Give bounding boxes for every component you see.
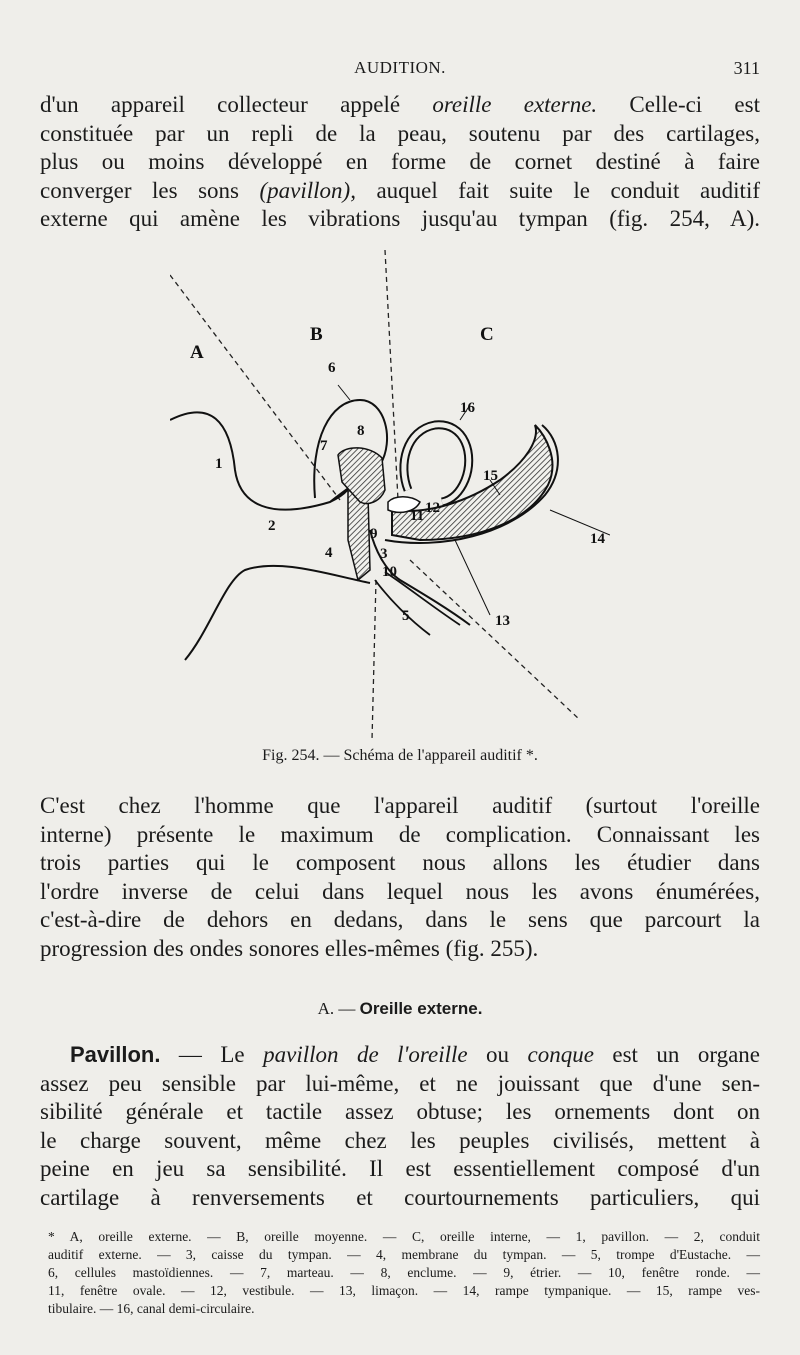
label-2: 2 — [268, 518, 276, 534]
label-5: 5 — [402, 608, 410, 624]
footnote-line: auditif externe. — 3, caisse du tympan. — 4, membrane du tympan. — 5, trompe d'Eustache. — — [48, 1247, 760, 1262]
division-line-lower-diagonal — [410, 560, 580, 720]
text-line: le charge souvent, même chez les peuples civilisés, mettent à — [40, 1127, 760, 1153]
text-line: sibilité générale et tactile assez obtuse; les ornements dont on — [40, 1099, 760, 1124]
footnote-line: 6, cellules mastoïdiennes. — 7, marteau. — 8, enclume. — 9, étrier. — 10, fenêtre ronde. — — [48, 1265, 760, 1280]
paragraph-intro — [40, 91, 760, 234]
text-run: converger les sons — [40, 177, 260, 203]
italic-term: (pavillon), — [259, 177, 356, 203]
eustachian-tube — [375, 572, 460, 635]
label-13: 13 — [495, 613, 510, 629]
malleus-incus — [338, 448, 385, 504]
footnote-line: tibulaire. — 16, canal demi-circulaire. — [48, 1301, 255, 1316]
text-line — [40, 1041, 760, 1070]
footnote-line: * A, oreille externe. — B, oreille moyenne. — C, oreille interne, — 1, pavillon. — 2, conduit — [48, 1229, 760, 1244]
text-line — [40, 177, 760, 206]
text-line: externe qui amène les vibrations jusqu'au tympan (fig. 254, A). — [40, 206, 760, 231]
running-header — [0, 58, 800, 84]
text-line: C'est chez l'homme que l'appareil auditif (surtout l'oreille — [40, 793, 760, 818]
label-4: 4 — [325, 545, 333, 561]
footnote-line: 11, fenêtre ovale. — 12, vestibule. — 13, limaçon. — 14, rampe tympanique. — 15, rampe ves- — [48, 1283, 760, 1298]
text-line: trois parties qui le composent nous allons les étudier dans — [40, 850, 760, 875]
label-region-b: B — [310, 324, 323, 345]
division-line-lower-vertical — [372, 580, 376, 740]
section-title-text: Oreille externe. — [359, 999, 483, 1018]
leader-line — [455, 540, 490, 615]
label-region-c: C — [480, 324, 494, 345]
semicircular-canal-inner — [404, 425, 469, 502]
text-line: l'ordre inverse de celui dans lequel nous les avons énumérées, — [40, 878, 760, 904]
label-3: 3 — [380, 546, 388, 562]
label-16: 16 — [460, 400, 475, 416]
label-14: 14 — [590, 531, 605, 547]
text-run: — Le — [160, 1042, 264, 1067]
label-6: 6 — [328, 360, 336, 376]
paragraph-order — [40, 792, 760, 963]
italic-term: oreille externe. — [432, 92, 598, 117]
page-number: 311 — [733, 58, 760, 78]
section-prefix: A. — — [317, 999, 360, 1018]
section-heading — [0, 999, 800, 1019]
division-line-b-c — [385, 250, 398, 500]
text-line: interne) présente le maximum de complication. Connaissant les — [40, 821, 760, 847]
label-7: 7 — [320, 438, 328, 454]
label-8: 8 — [357, 423, 365, 439]
text-line: c'est-à-dire de dehors en dedans, dans le sens que parcourt la — [40, 907, 760, 932]
text-line: constituée par un repli de la peau, soutenu par des cartilages, — [40, 120, 760, 146]
text-run: ou — [467, 1042, 528, 1067]
text-run: Celle-ci est — [597, 92, 760, 117]
text-line: progression des ondes sonores elles-mêmes (fig. 255). — [40, 935, 539, 961]
ear-canal-lower-wall — [185, 566, 370, 660]
paragraph-pavillon — [40, 1041, 760, 1212]
text-line: cartilage à renversements et courtournements particuliers, qui — [40, 1184, 760, 1210]
label-9: 9 — [370, 526, 378, 542]
figure-footnote — [48, 1228, 760, 1318]
leader-line — [338, 385, 350, 400]
ear-diagram — [170, 240, 610, 750]
label-region-a: A — [190, 342, 204, 363]
label-11: 11 — [410, 508, 425, 524]
italic-term: conque — [527, 1042, 594, 1067]
text-line: assez peu sensible par lui-même, et ne jouissant que d'une sen- — [40, 1070, 760, 1096]
label-15: 15 — [483, 468, 498, 484]
figure-caption: Fig. 254. — Schéma de l'appareil auditif *. — [262, 747, 538, 764]
text-line — [40, 91, 760, 120]
paragraph-lead: Pavillon. — [70, 1042, 161, 1067]
italic-term: pavillon de l'oreille — [263, 1042, 468, 1067]
text-run: auquel fait suite le conduit auditif — [355, 177, 760, 203]
label-10: 10 — [382, 564, 397, 580]
text-line: plus ou moins développé en forme de cornet destiné à faire — [40, 149, 760, 174]
text-run: est un organe — [593, 1042, 760, 1067]
running-title: AUDITION. — [354, 58, 446, 77]
label-1: 1 — [215, 456, 223, 472]
text-run: d'un appareil collecteur appelé — [40, 92, 433, 117]
label-12: 12 — [425, 500, 440, 516]
text-line: peine en jeu sa sensibilité. Il est essentiellement composé d'un — [40, 1156, 760, 1181]
